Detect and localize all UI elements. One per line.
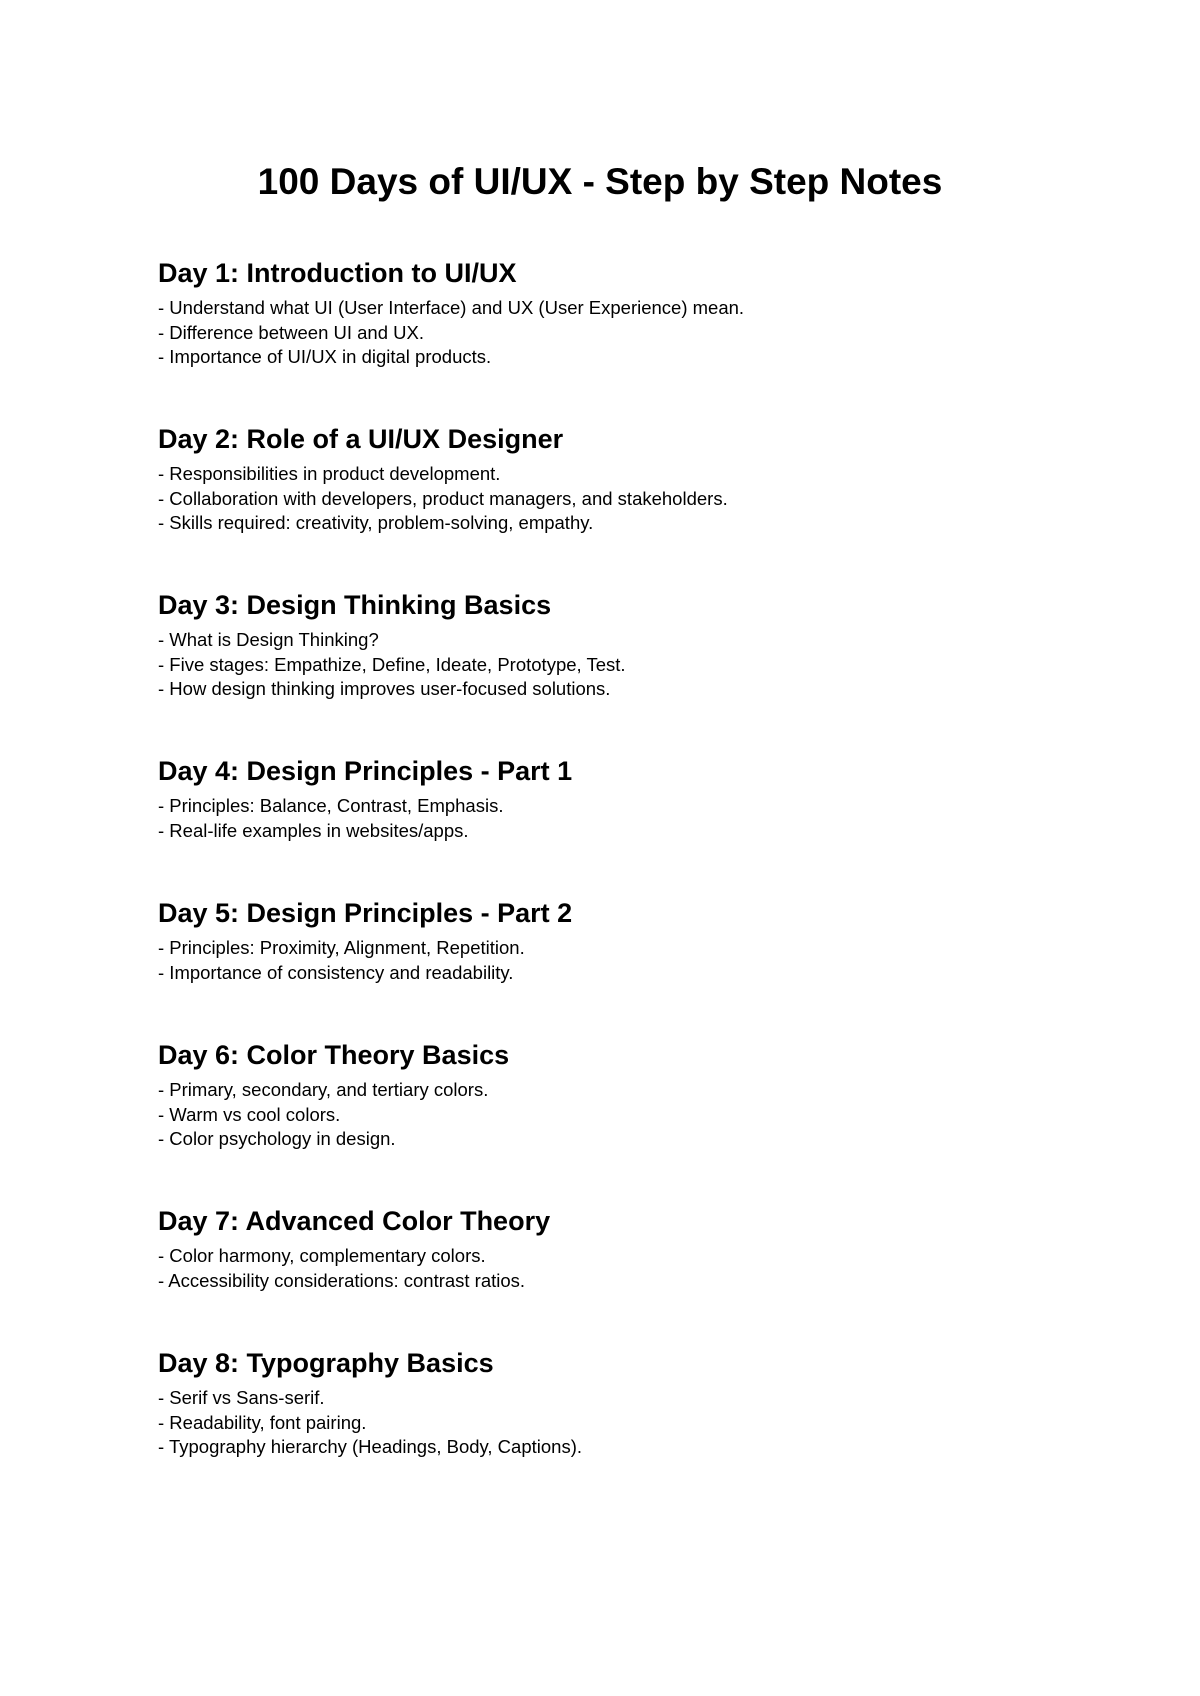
section-heading: Day 4: Design Principles - Part 1 <box>158 756 573 786</box>
bullet-list <box>158 1386 1118 1460</box>
section-day-1 <box>158 256 1118 422</box>
section-heading: Day 7: Advanced Color Theory <box>158 1206 551 1236</box>
section-day-5 <box>158 896 1118 1038</box>
bullet-item: - Accessibility considerations: contrast ratios. <box>158 1269 526 1291</box>
bullet-list <box>158 628 1118 702</box>
bullet-list <box>158 462 1118 536</box>
bullet-item: - Principles: Balance, Contrast, Emphasis. <box>158 795 504 816</box>
bullet-item: - Real-life examples in websites/apps. <box>158 819 469 841</box>
notes-sections <box>158 256 1118 1512</box>
bullet-list <box>158 1244 1118 1293</box>
page-title: 100 Days of UI/UX - Step by Step Notes <box>257 161 943 202</box>
bullet-item: - Skills required: creativity, problem-solving, empathy. <box>158 512 594 533</box>
bullet-item: - Primary, secondary, and tertiary colors. <box>158 1079 489 1100</box>
bullet-item: - Importance of UI/UX in digital products. <box>158 346 492 367</box>
bullet-list <box>158 1078 1118 1152</box>
bullet-item: - Five stages: Empathize, Define, Ideate, Prototype, Test. <box>158 653 626 675</box>
bullet-list <box>158 296 1118 370</box>
section-heading: Day 1: Introduction to UI/UX <box>158 258 517 288</box>
bullet-list <box>158 936 1118 985</box>
section-day-8 <box>158 1346 1118 1512</box>
bullet-item: - Color harmony, complementary colors. <box>158 1245 486 1266</box>
section-heading: Day 2: Role of a UI/UX Designer <box>158 424 564 454</box>
bullet-item: - Collaboration with developers, product managers, and stakeholders. <box>158 487 728 509</box>
section-day-7 <box>158 1204 1118 1346</box>
section-heading: Day 6: Color Theory Basics <box>158 1040 510 1070</box>
bullet-item: - How design thinking improves user-focused solutions. <box>158 678 611 699</box>
bullet-item: - Serif vs Sans-serif. <box>158 1387 325 1408</box>
section-day-3 <box>158 588 1118 754</box>
bullet-list <box>158 794 1118 843</box>
section-day-6 <box>158 1038 1118 1204</box>
section-day-2 <box>158 422 1118 588</box>
section-heading: Day 8: Typography Basics <box>158 1348 494 1378</box>
bullet-item: - Typography hierarchy (Headings, Body, Captions). <box>158 1436 583 1457</box>
section-heading: Day 3: Design Thinking Basics <box>158 590 552 620</box>
bullet-item: - Principles: Proximity, Alignment, Repetition. <box>158 937 525 958</box>
section-heading: Day 5: Design Principles - Part 2 <box>158 898 573 928</box>
bullet-item: - Responsibilities in product development. <box>158 463 501 484</box>
bullet-item: - Color psychology in design. <box>158 1128 396 1149</box>
bullet-item: - Readability, font pairing. <box>158 1411 367 1433</box>
bullet-item: - Importance of consistency and readability. <box>158 961 514 983</box>
bullet-item: - Understand what UI (User Interface) and UX (User Experience) mean. <box>158 297 745 318</box>
bullet-item: - Difference between UI and UX. <box>158 321 424 343</box>
section-day-4 <box>158 754 1118 896</box>
bullet-item: - Warm vs cool colors. <box>158 1103 341 1125</box>
bullet-item: - What is Design Thinking? <box>158 629 379 650</box>
